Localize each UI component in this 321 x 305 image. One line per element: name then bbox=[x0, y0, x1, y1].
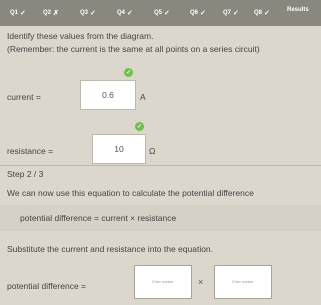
tab-q7-label: Q7 bbox=[223, 10, 232, 16]
tab-q6-label: Q6 bbox=[190, 10, 199, 16]
tab-q1-label: Q1 bbox=[10, 10, 19, 16]
tab-q6[interactable] bbox=[190, 7, 206, 19]
tab-q3[interactable] bbox=[80, 7, 96, 19]
check-icon: ✓ bbox=[127, 10, 133, 17]
equation-text: potential difference = current × resistance bbox=[20, 213, 177, 223]
tab-q2[interactable] bbox=[43, 7, 59, 19]
tab-q4-label: Q4 bbox=[117, 10, 126, 16]
tab-q7[interactable] bbox=[223, 7, 239, 19]
resistance-unit: Ω bbox=[149, 146, 156, 156]
resistance-label: resistance = bbox=[7, 146, 54, 156]
instruction-text: Identify these values from the diagram. bbox=[7, 31, 154, 41]
cross-icon: ✗ bbox=[53, 10, 59, 17]
tab-q5[interactable] bbox=[154, 7, 170, 19]
resistance-value-box bbox=[92, 134, 146, 164]
correct-check-icon: ✓ bbox=[125, 70, 132, 76]
tab-q2-label: Q2 bbox=[43, 10, 52, 16]
tab-q3-label: Q3 bbox=[80, 10, 89, 16]
tab-q8-label: Q8 bbox=[254, 10, 263, 16]
tab-q8[interactable] bbox=[254, 7, 270, 19]
current-unit: A bbox=[140, 92, 146, 102]
tab-q4[interactable] bbox=[117, 7, 133, 19]
multiply-sign: × bbox=[198, 277, 204, 287]
divider bbox=[0, 165, 321, 166]
current-value-box bbox=[80, 80, 136, 110]
current-input[interactable]: Enter number bbox=[134, 265, 192, 299]
tab-q5-label: Q5 bbox=[154, 10, 163, 16]
results-link[interactable]: Results bbox=[287, 7, 309, 13]
check-icon: ✓ bbox=[90, 10, 96, 17]
check-icon: ✓ bbox=[233, 10, 239, 17]
current-value: 0.6 bbox=[102, 90, 114, 100]
step-indicator: Step 2 / 3 bbox=[7, 169, 44, 179]
check-icon: ✓ bbox=[20, 10, 26, 17]
tab-q1[interactable] bbox=[10, 7, 26, 19]
check-icon: ✓ bbox=[164, 10, 170, 17]
final-equation-label: potential difference = bbox=[7, 281, 86, 291]
resistance-input[interactable]: Enter number bbox=[214, 265, 272, 299]
explanation-text: We can now use this equation to calculate the potential difference bbox=[7, 188, 254, 198]
correct-check-icon: ✓ bbox=[136, 124, 143, 130]
check-icon: ✓ bbox=[264, 10, 270, 17]
resistance-value: 10 bbox=[114, 144, 124, 154]
reminder-text: (Remember: the current is the same at all points on a series circuit) bbox=[7, 44, 260, 54]
check-icon: ✓ bbox=[200, 10, 206, 17]
question-nav-bar bbox=[0, 0, 321, 26]
substitute-instruction: Substitute the current and resistance into the equation. bbox=[7, 244, 214, 254]
current-label: current = bbox=[7, 92, 41, 102]
